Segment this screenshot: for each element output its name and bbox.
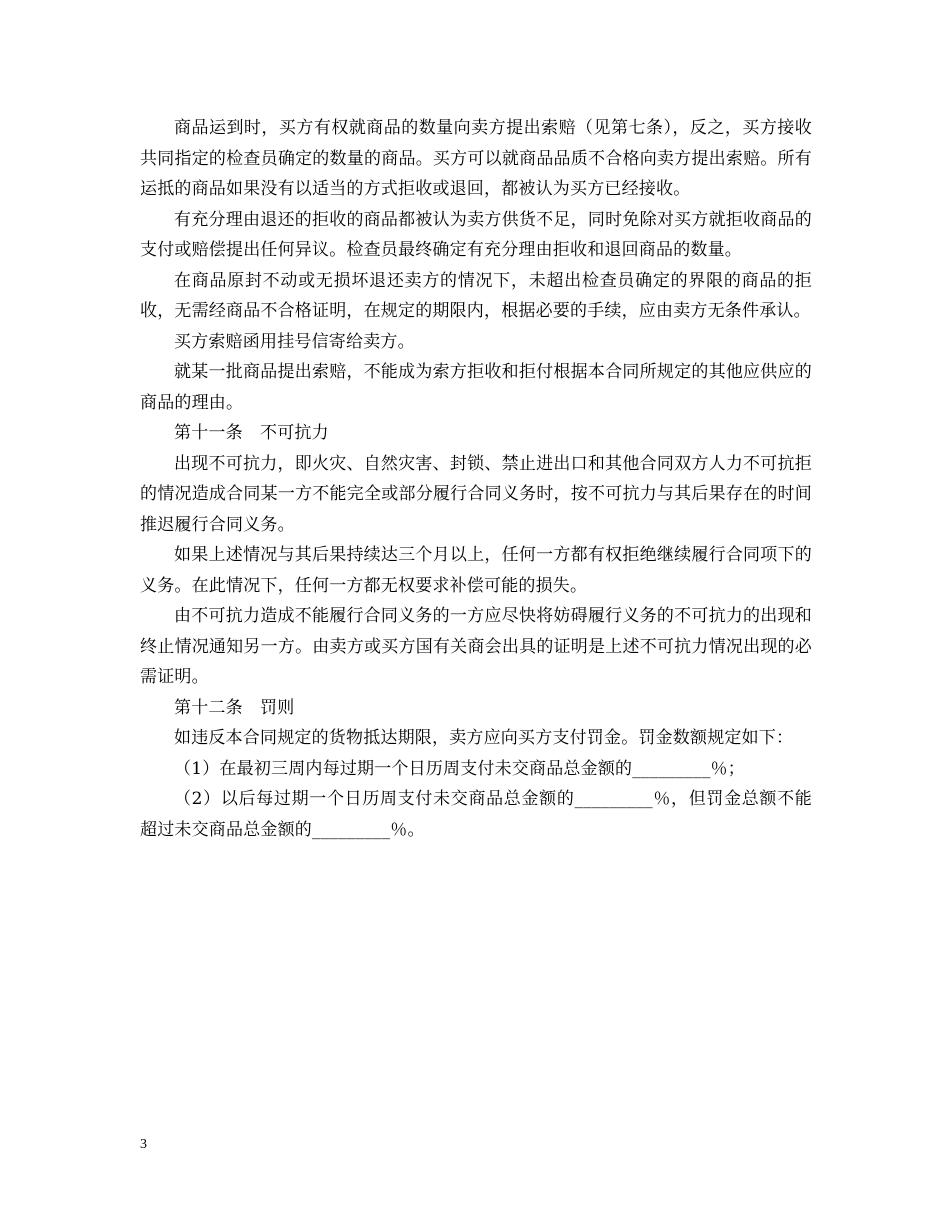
- section-heading-force-majeure: 第十一条 不可抗力: [174, 423, 329, 443]
- paragraph-rejected-goods: 有充分理由退还的拒收的商品都被认为卖方供货不足，同时免除对买方就拒收商品的支付或赔偿提出任何异议。检查员最终确定有充分理由拒收和退回商品的数量。: [140, 209, 812, 260]
- paragraph-registered-letter: 买方索赔函用挂号信寄给卖方。: [174, 331, 415, 352]
- paragraph-force-majeure-definition: 出现不可抗力，即火灾、自然灾害、封锁、禁止进出口和其他合同双方人力不可抗拒的情况造成合同某一方不能完全或部分履行合同义务时，按不可抗力与其后果存在的时间推迟履行合同义务。: [140, 453, 812, 535]
- paragraph-force-majeure-notice: 由不可抗力造成不能履行合同义务的一方应尽快将妨碍履行义务的不可抗力的出现和终止情况通知另一方。由卖方或买方国有关商会出具的证明是上述不可抗力情况出现的必需证明。: [140, 606, 812, 687]
- paragraph-unopened-return: 在商品原封不动或无损坏退还卖方的情况下，未超出检查员确定的界限的商品的拒收，无需经商品不合格证明，在规定的期限内，根据必要的手续，应由卖方无条件承认。: [140, 270, 812, 321]
- paragraph-penalty-item-2: （2）以后每过期一个日历周支付未交商品总金额的_________％，但罚金总额不能超过未交商品总金额的_________％。: [140, 789, 812, 840]
- page-number: 3: [140, 1137, 147, 1152]
- paragraph-batch-claim: 就某一批商品提出索赔，不能成为索方拒收和拒付根据本合同所规定的其他应供应的商品的理由。: [140, 362, 812, 413]
- paragraph-penalty-intro: 如违反本合同规定的货物抵达期限，卖方应向买方支付罚金。罚金数额规定如下：: [174, 728, 794, 748]
- section-heading-penalties: 第十二条 罚则: [174, 697, 295, 718]
- paragraph-penalty-item-1: （1）在最初三周内每过期一个日历周支付未交商品总金额的_________％；: [174, 758, 745, 779]
- paragraph-force-majeure-duration: 如果上述情况与其后果持续达三个月以上，任何一方都有权拒绝继续履行合同项下的义务。在此情况下，任何一方都无权要求补偿可能的损失。: [140, 545, 812, 596]
- document-body: [140, 113, 812, 845]
- paragraph-claim-rights: 商品运到时，买方有权就商品的数量向卖方提出索赔（见第七条），反之，买方接收共同指定的检查员确定的数量的商品。买方可以就商品品质不合格向卖方提出索赔。所有运抵的商品如果没有以适当的方式拒收或退回，都被认为买方已经接收。: [140, 118, 812, 199]
